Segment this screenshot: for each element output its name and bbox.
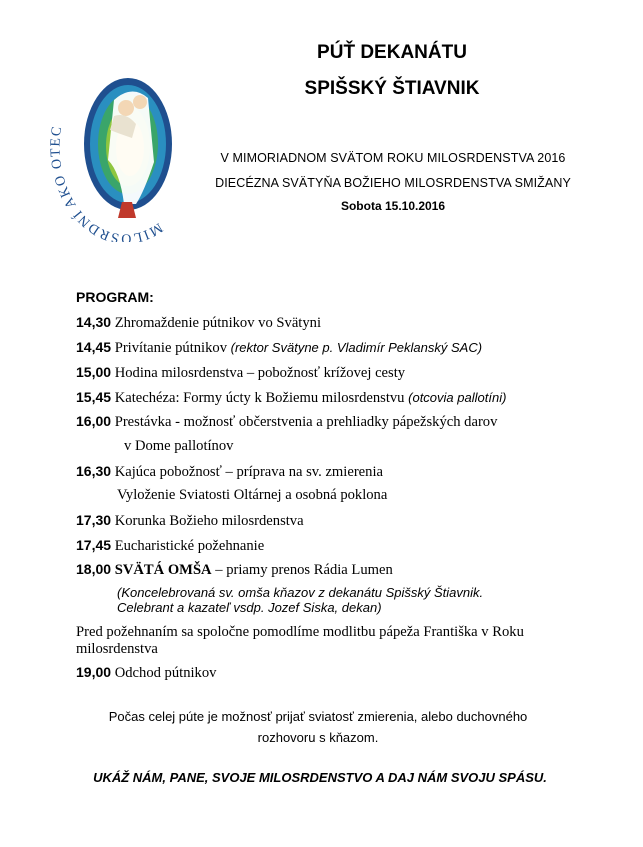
prayer-line1: Pred požehnaním sa spoločne pomodlíme modlitbu pápeža Františka v Roku	[76, 624, 524, 640]
item-time: 14,30	[76, 314, 112, 330]
item-time: 17,45	[76, 537, 112, 553]
item-time: 17,30	[76, 512, 112, 528]
item-time: 15,45	[76, 389, 112, 405]
item-note-line2: Celebrant a kazateľ vsdp. Jozef Siska, dekan)	[117, 600, 382, 615]
program-item	[76, 364, 405, 382]
item-time: 16,00	[76, 413, 112, 429]
item-time: 18,00	[76, 561, 112, 577]
program-item	[76, 314, 321, 332]
program-item	[76, 339, 482, 357]
item-text: Kajúca pobožnosť – príprava na sv. zmierenia	[114, 464, 383, 480]
logo-ring-text: MILOSRDNÍ AKO OTEC	[48, 124, 165, 242]
program-item	[76, 413, 497, 431]
item-time: 14,45	[76, 339, 112, 355]
item-continuation: Vyloženie Sviatosti Oltárnej a osobná poklona	[117, 487, 388, 503]
footer-line2: rozhovoru s kňazom.	[257, 730, 379, 745]
jubilee-logo	[44, 42, 196, 242]
item-time: 16,30	[76, 463, 112, 479]
title-line2: SPIŠSKÝ ŠTIAVNIK	[304, 78, 480, 99]
title-line1: PÚŤ DEKANÁTU	[317, 42, 467, 63]
item-time: 15,00	[76, 364, 112, 380]
item-text: Odchod pútnikov	[114, 665, 217, 681]
item-text: – priamy prenos Rádia Lumen	[211, 562, 393, 578]
item-text: Prestávka - možnosť občerstvenia a prehliadky pápežských darov	[114, 414, 498, 430]
program-item	[76, 463, 383, 481]
subtitle-jubilee: V MIMORIADNOM SVÄTOM ROKU MILOSRDENSTVA 2016	[220, 151, 566, 165]
subtitle-shrine: DIECÉZNA SVÄTYŇA BOŽIEHO MILOSRDENSTVA SMIŽANY	[215, 176, 571, 190]
item-text: Zhromaždenie pútnikov vo Svätyni	[114, 315, 322, 331]
program-item	[76, 389, 506, 407]
item-text: Katechéza: Formy úcty k Božiemu milosrdenstvu	[114, 390, 409, 406]
item-text: Hodina milosrdenstva – pobožnosť krížovej cesty	[114, 365, 406, 381]
program-item	[76, 512, 304, 530]
footer-note	[68, 706, 568, 748]
prayer-line2: milosrdenstva	[76, 641, 158, 657]
item-note: (rektor Svätyne p. Vladimír Peklanský SAC)	[230, 340, 483, 355]
footer-line1: Počas celej púte je možnosť prijať sviatosť zmierenia, alebo duchovného	[108, 709, 528, 724]
program-item	[76, 664, 216, 682]
item-text-bold: SVÄTÁ OMŠA	[114, 562, 212, 578]
item-text: Korunka Božieho milosrdenstva	[114, 513, 304, 529]
motto: UKÁŽ NÁM, PANE, SVOJE MILOSRDENSTVO A DAJ NÁM SVOJU SPÁSU.	[93, 770, 547, 785]
event-date: Sobota 15.10.2016	[340, 199, 446, 213]
program-item	[76, 561, 393, 579]
item-note: (otcovia pallotíni)	[408, 390, 507, 405]
program-item	[76, 537, 264, 555]
item-text: Eucharistické požehnanie	[114, 538, 265, 554]
item-note-line1: (Koncelebrovaná sv. omša kňazov z dekanátu Spišský Štiavnik.	[117, 585, 484, 600]
item-continuation: v Dome pallotínov	[124, 438, 234, 454]
program-heading: PROGRAM:	[76, 289, 154, 305]
item-text: Privítanie pútnikov	[114, 340, 231, 356]
item-time: 19,00	[76, 664, 112, 680]
